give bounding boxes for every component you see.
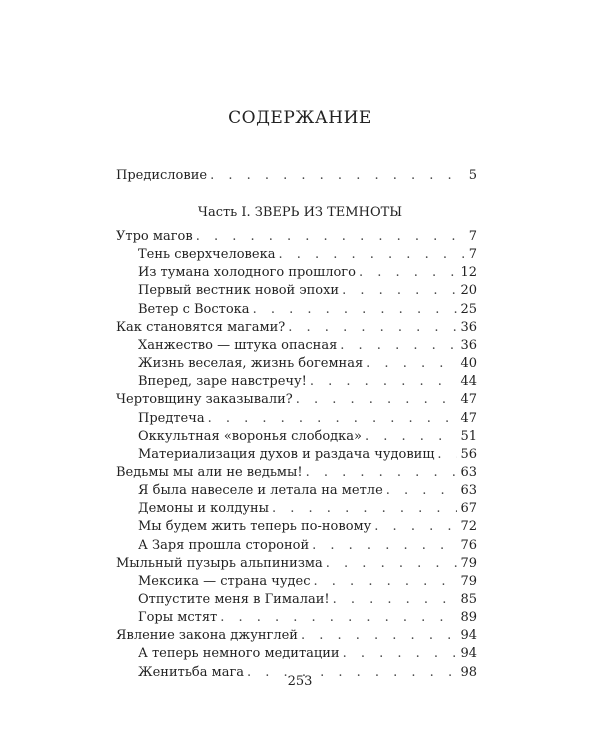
toc-entry-label: Жизнь веселая, жизнь богемная	[138, 356, 364, 372]
toc-entry-page: 56	[460, 446, 477, 462]
toc-entry-page: 40	[460, 356, 477, 372]
toc-entry-label: А теперь немного медитации	[138, 646, 340, 662]
toc-entry-label: Материализация духов и раздача чудовищ	[138, 446, 435, 462]
toc-subentry	[138, 372, 477, 392]
dot-leader	[314, 572, 458, 592]
toc-entry-page: 44	[460, 374, 477, 390]
toc-entry-label: Мыльный пузырь альпинизма	[116, 555, 323, 571]
dot-leader	[310, 372, 458, 392]
toc-entry-page: 63	[460, 483, 477, 499]
toc-entry-page: 20	[460, 283, 477, 299]
dot-leader	[278, 245, 465, 265]
dot-leader	[296, 390, 458, 410]
toc-subentry	[138, 499, 477, 519]
dot-leader	[340, 336, 457, 356]
toc-subentry	[138, 336, 477, 356]
toc-entry-label: Женитьба мага	[138, 664, 245, 680]
toc-entry-page: 5	[468, 168, 477, 183]
toc-entry-label: Я была навеселе и летала на метле	[138, 483, 383, 499]
dot-leader	[208, 409, 458, 429]
toc-subentry	[138, 263, 477, 283]
toc-chapter-entry	[116, 390, 477, 410]
toc-chapter-entry	[116, 463, 477, 483]
dot-leader	[312, 536, 457, 556]
toc-entry-preface	[116, 166, 477, 186]
toc-entry-label: Оккультная «воронья слободка»	[138, 428, 363, 444]
toc-entry-label: Демоны и колдуны	[138, 501, 270, 517]
dot-leader	[326, 554, 458, 574]
toc-subentry	[138, 536, 477, 556]
toc-entry-page: 79	[460, 573, 477, 589]
toc-entry-page: 72	[460, 519, 477, 535]
toc-entry-label: Предтеча	[138, 410, 205, 426]
page-number: 253	[287, 674, 313, 689]
dot-leader	[343, 644, 458, 664]
toc-entry-label: Первый вестник новой эпохи	[138, 283, 340, 299]
dot-leader	[386, 481, 458, 501]
dot-leader	[366, 354, 457, 374]
toc-entry-page: 98	[460, 664, 477, 680]
toc-entry-label: Явление закона джунглей	[116, 628, 298, 644]
dot-leader	[210, 166, 466, 186]
toc-subentry	[138, 281, 477, 301]
dot-leader	[196, 227, 466, 247]
toc-entry-label: Из тумана холодного прошлого	[138, 265, 356, 281]
toc-entry-page: 89	[460, 610, 477, 626]
dot-leader	[288, 318, 457, 338]
toc-entry-label: Вперед, заре навстречу!	[138, 374, 307, 390]
toc-entry-label: Отпустите меня в Гималаи!	[138, 592, 330, 607]
toc-entry-page: 63	[460, 464, 477, 480]
dot-leader	[301, 626, 457, 646]
page-title: СОДЕРЖАНИЕ	[228, 108, 372, 128]
toc-chapter-entry	[116, 554, 477, 574]
toc-entry-page: 7	[468, 229, 477, 244]
toc-entry-page: 51	[460, 428, 477, 444]
dot-leader	[253, 300, 458, 320]
toc-entry-page: 94	[460, 646, 477, 662]
toc-entry-label: Мексика — страна чудес	[138, 573, 311, 589]
toc-entry-page: 47	[460, 410, 477, 426]
toc-subentry	[138, 517, 477, 537]
toc-entry-page: 36	[460, 319, 477, 335]
toc-subentry	[138, 608, 477, 628]
dot-leader	[272, 499, 457, 519]
dot-leader	[365, 427, 457, 447]
toc-entry-label: Как становятся магами?	[116, 319, 286, 335]
toc-subentry	[138, 572, 477, 592]
dot-leader	[220, 608, 457, 628]
toc-entry-label: Ведьмы мы али не ведьмы!	[116, 464, 303, 480]
toc-subentry	[138, 481, 477, 501]
toc-subentry	[138, 445, 477, 465]
toc-entry-page: 67	[460, 501, 477, 517]
dot-leader	[306, 463, 458, 483]
toc-entry-label: Горы мстят	[138, 610, 218, 626]
toc-entry-label: Тень сверхчеловека	[138, 247, 276, 263]
toc-entry-label: Чертовщину заказывали?	[116, 392, 293, 408]
part-heading: Часть I. ЗВЕРЬ ИЗ ТЕМНОТЫ	[197, 205, 403, 220]
toc-entry-label: Предисловие	[116, 168, 208, 183]
dot-leader	[374, 517, 457, 537]
toc-subentry	[138, 354, 477, 374]
toc-subentry	[138, 644, 477, 664]
toc-subentry	[138, 245, 477, 265]
toc-entry-page: 36	[460, 337, 477, 353]
toc-entry-label: А Заря прошла стороной	[138, 537, 310, 553]
toc-entry-label: Мы будем жить теперь по-новому	[138, 519, 372, 535]
dot-leader	[359, 263, 458, 283]
toc-entry-page: 79	[460, 555, 477, 571]
toc-entry-label: Ветер с Востока	[138, 301, 250, 317]
toc-subentry	[138, 300, 477, 320]
toc-entry-page: 94	[460, 628, 477, 644]
toc-subentry	[138, 427, 477, 447]
toc-chapter-entry	[116, 227, 477, 247]
toc-chapter-entry	[116, 626, 477, 646]
toc-subentry	[138, 409, 477, 429]
toc-entry-page: 76	[460, 537, 477, 553]
toc-entry-page: 47	[460, 392, 477, 408]
dot-leader	[333, 590, 458, 610]
dot-leader	[342, 281, 457, 301]
toc-subentry	[138, 590, 477, 610]
toc-entry-page: 25	[460, 301, 477, 317]
toc-entry-label: Ханжество — штука опасная	[138, 337, 338, 353]
toc-entry-page: 12	[460, 265, 477, 281]
toc-chapter-entry	[116, 318, 477, 338]
dot-leader	[437, 445, 457, 465]
toc-entry-label: Утро магов	[116, 229, 193, 244]
toc-entry-page: 7	[468, 247, 477, 263]
toc-entry-page: 85	[460, 592, 477, 607]
